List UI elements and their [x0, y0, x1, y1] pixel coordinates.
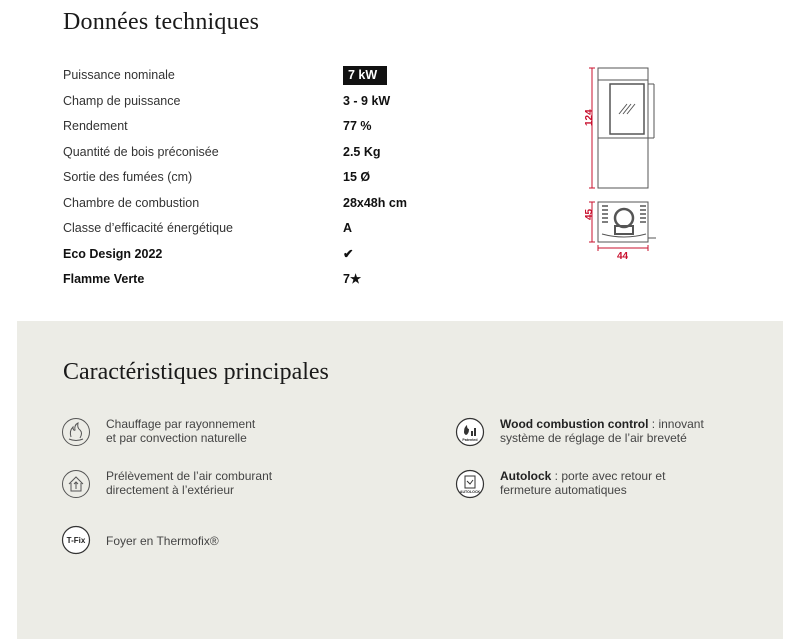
house-air-icon — [61, 469, 91, 499]
feature-item — [61, 525, 381, 557]
spec-row — [63, 267, 423, 292]
specs-title: Données techniques — [63, 9, 260, 35]
width-dimension: 44 — [617, 251, 629, 262]
spec-label: Champ de puissance — [63, 94, 181, 108]
feature-line: : porte avec retour et — [551, 469, 666, 483]
feature-line: Prélèvement de l’air comburant — [106, 469, 273, 483]
depth-dimension: 45 — [584, 208, 595, 220]
spec-label: Quantité de bois préconisée — [63, 145, 219, 159]
spec-row — [63, 140, 423, 165]
stove-front-view — [598, 68, 648, 188]
spec-label: Puissance nominale — [63, 68, 175, 82]
flue-outlet — [615, 209, 633, 227]
feature-line: et par convection naturelle — [106, 431, 247, 445]
feature-item — [455, 417, 775, 449]
spec-value: 7 kW — [343, 66, 387, 85]
spec-value: 3 - 9 kW — [343, 94, 391, 108]
spec-row — [63, 114, 423, 139]
wood-control-icon — [455, 417, 485, 447]
spec-value: 7★ — [343, 272, 362, 286]
spec-row — [63, 89, 423, 114]
feature-item — [61, 417, 381, 449]
svg-text:T-Fix: T-Fix — [66, 536, 86, 545]
feature-line: : innovant — [648, 417, 704, 431]
spec-row — [63, 165, 423, 190]
spec-value: 77 % — [343, 119, 372, 133]
features-title: Caractéristiques principales — [63, 359, 329, 385]
feature-line: directement à l’extérieur — [106, 483, 235, 497]
feature-bold: Autolock — [500, 469, 552, 483]
spec-label: Chambre de combustion — [63, 196, 200, 210]
spec-label: Sortie des fumées (cm) — [63, 170, 193, 184]
spec-label: Flamme Verte — [63, 272, 145, 286]
spec-row — [63, 216, 423, 241]
spec-value: 28x48h cm — [343, 196, 407, 210]
feature-line: Chauffage par rayonnement — [106, 417, 256, 431]
spec-label: Rendement — [63, 119, 128, 133]
svg-text:AUTOLOCK: AUTOLOCK — [459, 490, 481, 494]
spec-label: Eco Design 2022 — [63, 247, 163, 261]
spec-row — [63, 242, 423, 267]
feature-item — [61, 469, 381, 501]
flame-circle-icon — [61, 417, 91, 447]
features-section — [17, 321, 783, 639]
svg-text:Patented: Patented — [462, 438, 478, 442]
spec-value: 2.5 Kg — [343, 145, 381, 159]
spec-row — [63, 191, 423, 216]
spec-value: 15 Ø — [343, 170, 371, 184]
feature-item — [455, 469, 775, 501]
stove-dimension-drawing — [570, 62, 690, 262]
height-dimension: 124 — [584, 109, 595, 126]
feature-line: fermeture automatiques — [500, 483, 627, 497]
feature-line: système de réglage de l’air breveté — [500, 431, 687, 445]
spec-row — [63, 63, 423, 88]
feature-line: Foyer en Thermofix® — [106, 534, 219, 548]
spec-label: Classe d’efficacité énergétique — [63, 221, 234, 235]
spec-value: A — [343, 221, 353, 235]
feature-bold: Wood combustion control — [500, 417, 649, 431]
spec-value: ✔ — [343, 247, 354, 261]
tfix-badge-icon — [61, 525, 91, 555]
autolock-icon — [455, 469, 485, 499]
